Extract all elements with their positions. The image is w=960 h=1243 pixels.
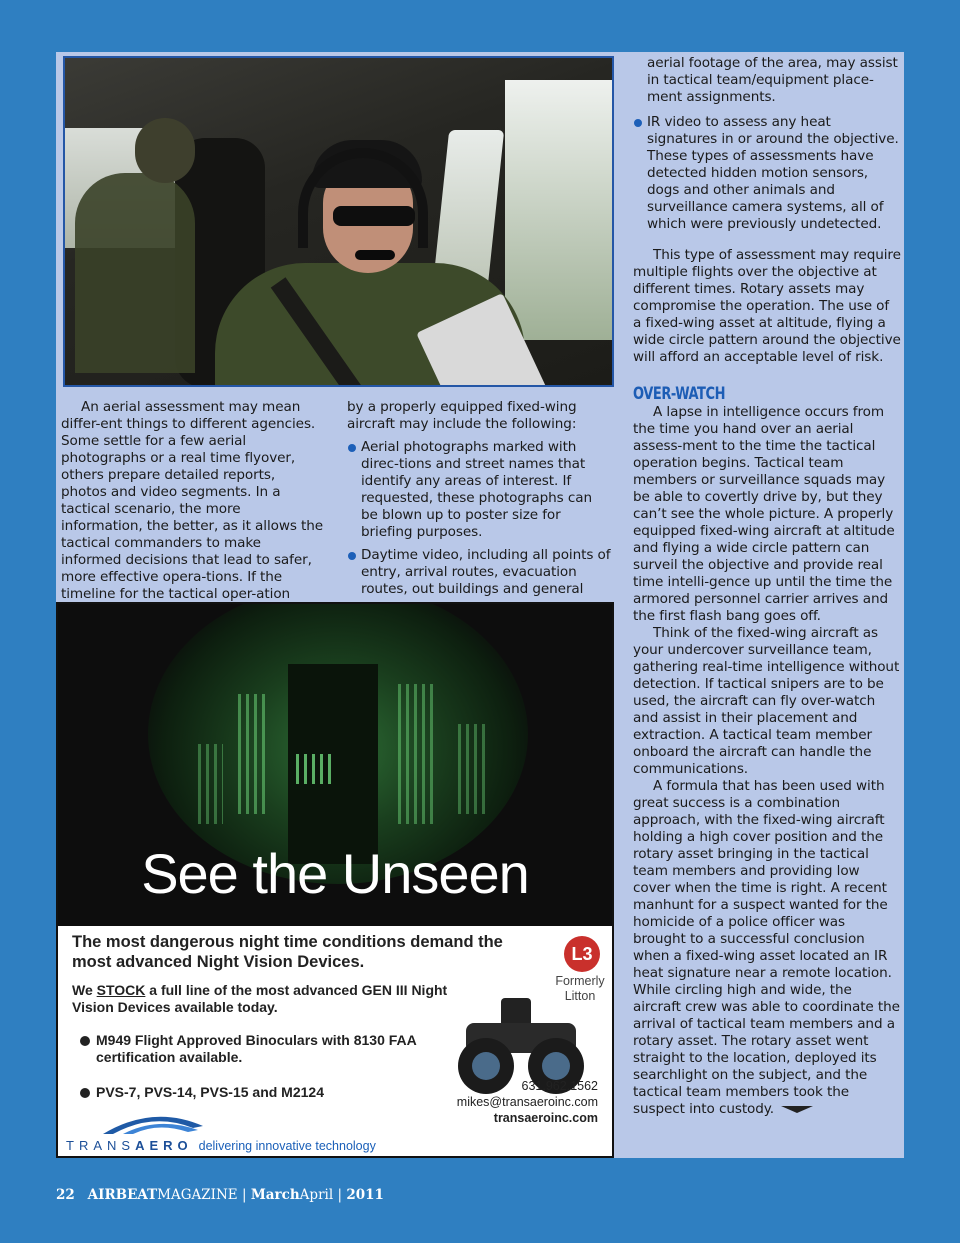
paragraph-text: A formula that has been used with great success is a combination approach, with the fixed-wing aircraft holding a high cover position and the rotary asset bringing in the tactical team members and providing low cover when the time is right. A recent manhunt for a suspect wanted for the homicide of a police officer was brought to a successful conclusion when a fixed-wing asset located an IR heat signature near a remote location. While circling high and wide, the aircraft crew was able to coordinate the arrival of tactical team members and a rotary asset. The rotary asset went straight to the location, deployed its searchlight on the subject, and the tactical team members took the suspect into custody. <box>633 778 900 1117</box>
article-column-1 <box>61 399 324 620</box>
night-vision-image <box>58 604 612 926</box>
page-footer: 22 AIRBEATMAGAZINE | MarchApril | 2011 <box>56 1187 384 1203</box>
formerly-litton: Formerly Litton <box>555 974 605 1003</box>
paragraph: An aerial assessment may mean differ-ent things to different agencies. Some settle for a few aerial photographs or a real time flyover, others prepare detailed reports, photos and video segments. In a tactical scenario, the more information, the better, as it allows the tactical commanders to make informed decisions that lead to safer, more effective opera-tions. If the timeline for the tactical oper-ation <box>61 399 324 602</box>
ad-bullet: M949 Flight Approved Binoculars with 8130 FAA certification available. <box>80 1032 450 1066</box>
ad-lead: The most dangerous night time conditions demand the most advanced Night Vision Devices. <box>72 933 503 971</box>
ad-brand-row <box>66 1138 376 1154</box>
cockpit-photo <box>63 56 614 387</box>
article-column-2 <box>347 399 613 598</box>
article-column-3 <box>633 55 901 1118</box>
ad-headline: See the Unseen <box>141 842 529 905</box>
bullet-item: IR video to assess any heat signatures in or around the objective. These types of assessments have detected hidden motion sensors, dogs and other animals and surveillance camera systems, all of which were previously undetected. <box>633 114 901 233</box>
section-heading: OVER-WATCH <box>633 384 726 404</box>
paragraph: aerial footage of the area, may assist in tactical team/equipment place-ment assignments. <box>647 55 898 105</box>
website[interactable]: transaeroinc.com <box>493 1111 598 1125</box>
ad-stock-line: We STOCK a full line of the most advanced GEN III Night Vision Devices available today. <box>72 982 448 1015</box>
email[interactable]: mikes@transaeroinc.com <box>456 1095 598 1109</box>
page-number: 22 <box>56 1187 75 1203</box>
advertisement[interactable] <box>56 602 614 1158</box>
tagline: delivering innovative technology <box>198 1139 376 1153</box>
l3-logo: L3 <box>564 936 600 972</box>
brand-name: TRANSAERO <box>66 1138 193 1153</box>
paragraph: Think of the fixed-wing aircraft as your undercover surveillance team, gathering real-time intelligence without detection. If tactical snipers are to be used, the aircraft can fly over-watch and assist in their placement and extraction. A tactical team member onboard the aircraft can handle the communications. <box>633 625 900 777</box>
ad-contact <box>457 1078 598 1126</box>
paragraph <box>633 778 901 1118</box>
transaero-wing-logo-icon <box>98 1106 208 1136</box>
phone: 631.962.1562 <box>521 1079 598 1093</box>
paragraph: A lapse in intelligence occurs from the time you hand over an aerial assess-ment to the time the tactical operation begins. Tactical team members or surveillance squads may be able to covertly drive by, but they can’t see the whole picture. A properly equipped fixed-wing aircraft at altitude and flying a wide circle pattern can surveil the objective and provide real time intelli-gence up until the time the armored personnel carrier arrives and the first flash bang goes off. <box>633 404 895 624</box>
paragraph: by a properly equipped fixed-wing aircraft may include the following: <box>347 399 577 432</box>
bullet-item: Aerial photographs marked with direc-tions and street names that identify any areas of interest. If requested, these photographs can be blown up to poster size for briefing purposes. <box>347 439 613 541</box>
end-mark-icon <box>780 1104 814 1114</box>
ad-bullet: PVS-7, PVS-14, PVS-15 and M2124 <box>80 1084 450 1101</box>
bullet-item: Daytime video, including all points of entry, arrival routes, evacuation routes, out buildings and general <box>347 547 613 598</box>
paragraph: This type of assessment may require multiple flights over the objective at different times. Rotary assets may compromise the operation. The use of a fixed-wing asset at altitude, flying a wide circle pattern around the objective will afford an acceptable level of risk. <box>633 247 901 365</box>
